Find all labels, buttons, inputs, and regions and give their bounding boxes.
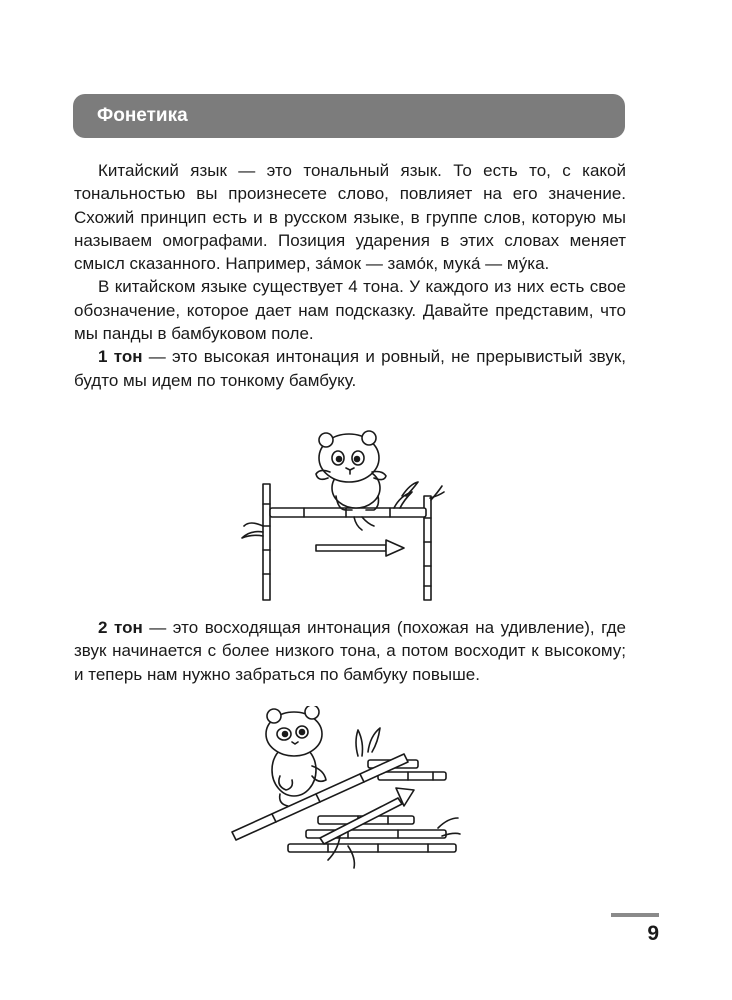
left-bamboo-stalk [242, 484, 270, 600]
text-block-intro [74, 159, 626, 392]
page-number-rule [611, 913, 659, 917]
tone-1-text: — это высокая интонация и ровный, не прерывистый звук, будто мы идем по тонкому бамбуку. [74, 347, 626, 390]
page-number: 9 [647, 922, 659, 945]
section-title: Фонетика [97, 105, 188, 126]
panda-flat-bamboo-illustration [234, 426, 454, 604]
panda-figure [316, 431, 386, 510]
diagonal-bamboo [232, 754, 408, 840]
panda-rising-bamboo-illustration [228, 706, 468, 876]
text-block-tone-2 [74, 616, 626, 686]
paragraph-four-tones: В китайском языке существует 4 тона. У каждого из них есть свое обозначение, которое дает нам подсказку. Давайте представим, что мы панды в бамбуковом поле. [74, 277, 626, 344]
section-header [73, 94, 625, 138]
right-bamboo-stalk [424, 486, 444, 600]
level-arrow [316, 540, 404, 556]
horizontal-bamboo [270, 508, 426, 530]
paragraph-tone-1 [74, 345, 626, 392]
paragraph-tone-2 [74, 616, 626, 686]
tone-2-label: 2 тон [98, 618, 143, 637]
panda-figure [266, 706, 326, 806]
paragraph-tonal-language: Китайский язык — это тональный язык. То есть то, с какой тональностью вы произнесете слово, повлияет на его значение. Схожий принцип есть и в русском языке, в группе слов, которую мы называем омографами. Позиция ударения в этих словах меняет смысл сказанного. Например, за́мок — замо́к, мука́ — му́ка. [74, 161, 626, 274]
tone-2-text: — это восходящая интонация (похожая на удивление), где звук начинается с более низкого тона, а потом восходит к высокому; и теперь нам нужно забраться по бамбуку повыше. [74, 618, 626, 684]
tone-1-label: 1 тон [98, 347, 143, 367]
